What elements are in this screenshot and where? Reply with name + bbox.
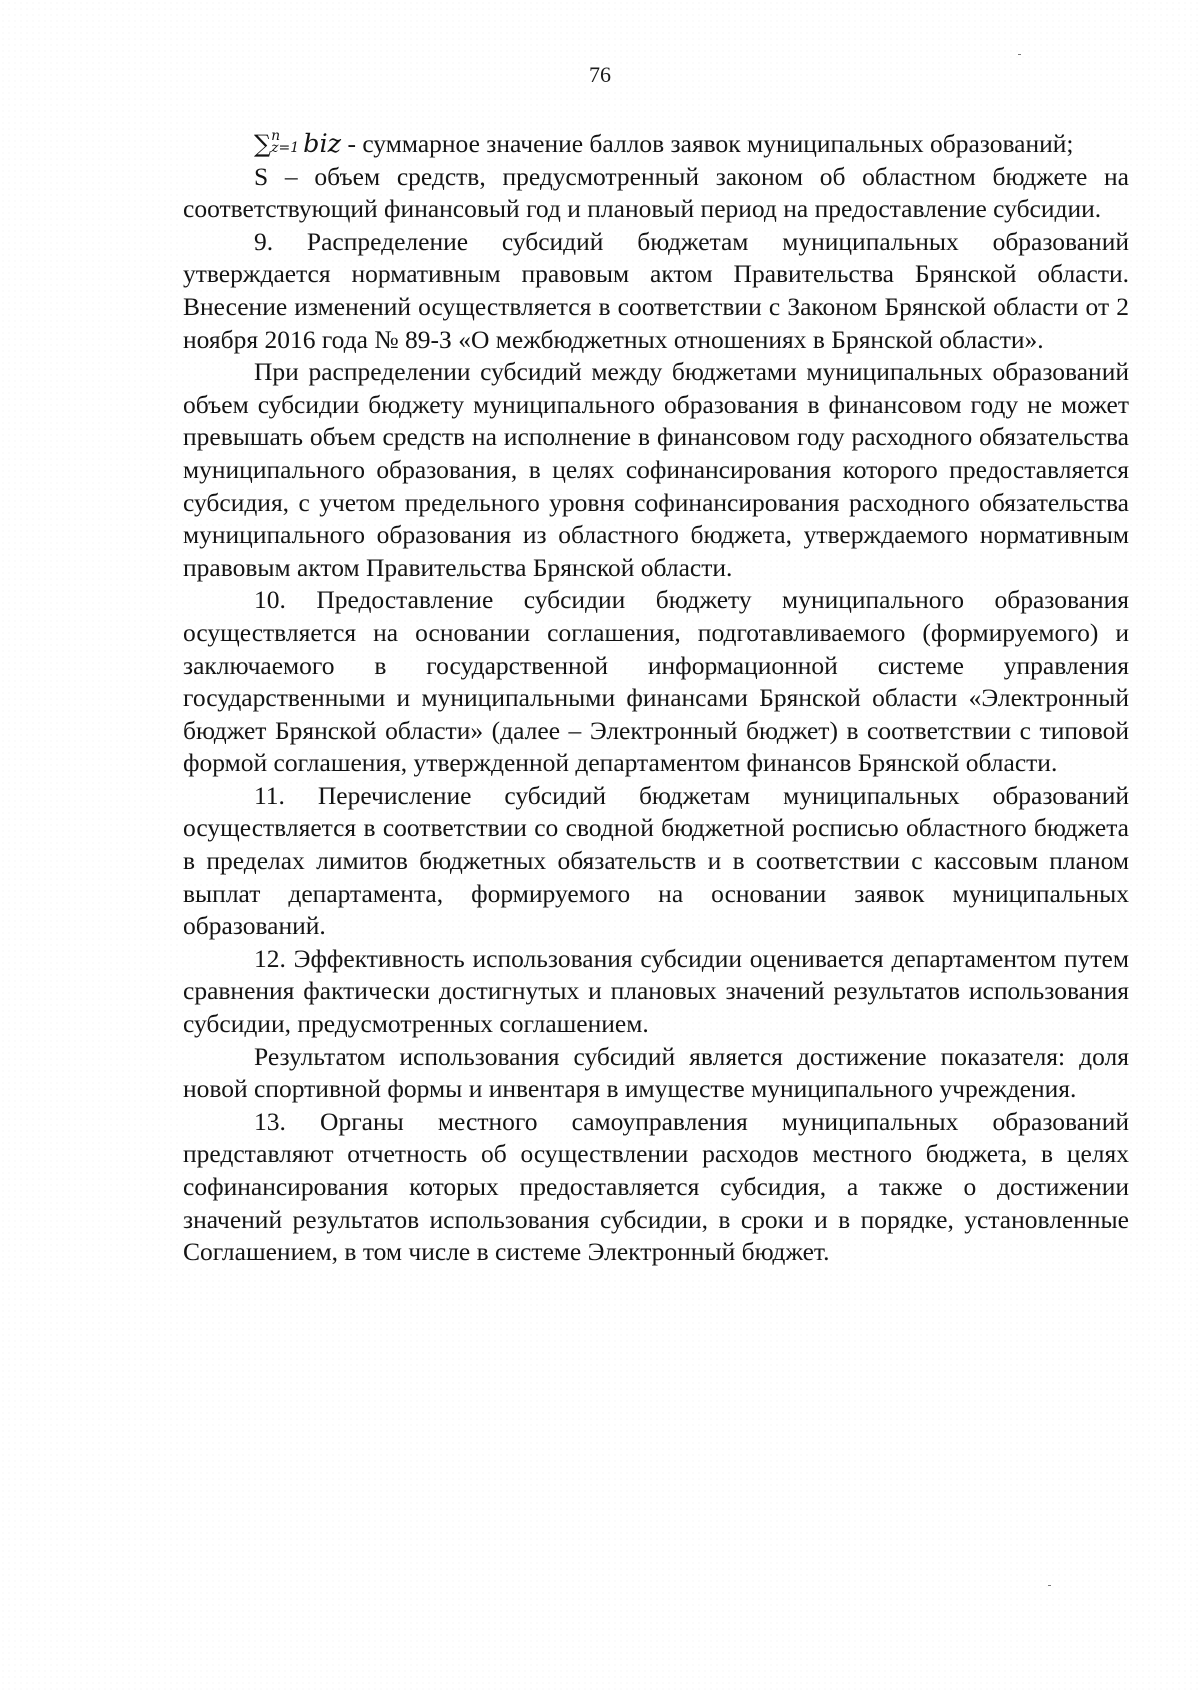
sum-limits <box>271 130 299 154</box>
formula-description: - суммарное значение баллов заявок муниципальных образований; <box>341 129 1074 158</box>
sum-variable: biz <box>303 129 342 159</box>
paragraph-result: Результатом использования субсидий является достижение показателя: доля новой спортивной формы и инвентаря в имуществе муниципального учреждения. <box>183 1041 1129 1104</box>
page-number: 76 <box>589 62 611 87</box>
paragraph-distribution: При распределении субсидий между бюджетами муниципальных образований объем субсидии бюджету муниципального образования в финансовом году не может превышать объем средств на исполнение в финансовом году расходного обязательства муниципального образования, в целях софинансирования которого предоставляется субсидия, с учетом предельного уровня софинансирования расходного обязательства муниципального образования из областного бюджета, утверждаемого нормативным правовым актом Правительства Брянской области. <box>183 357 1129 582</box>
sigma-symbol: ∑ <box>254 130 272 158</box>
formula-paragraph <box>183 128 1129 161</box>
paragraph-12: 12. Эффективность использования субсидии оценивается департаментом путем сравнения фактически достигнутых и плановых значений результатов использования субсидии, предусмотренных соглашением. <box>183 943 1129 1039</box>
paragraph-11: 11. Перечисление субсидий бюджетам муниципальных образований осуществляется в соответствии со сводной бюджетной росписью областного бюджета в пределах лимитов бюджетных обязательств и в соответствии с кассовым планом выплат департамента, формируемого на основании заявок муниципальных образований. <box>183 780 1129 941</box>
paragraph-9: 9. Распределение субсидий бюджетам муниципальных образований утверждается нормативным правовым актом Правительства Брянской области. Внесение изменений осуществляется в соответствии с Законом Брянской области от 2 ноября 2016 года № 89-З «О межбюджетных отношениях в Брянской области». <box>183 226 1129 354</box>
sum-lower-limit: z=1 <box>271 140 300 156</box>
sum-upper-limit: n <box>271 128 281 144</box>
document-body <box>183 128 1129 1269</box>
paragraph-10: 10. Предоставление субсидии бюджету муниципального образования осуществляется на основании соглашения, подготавливаемого (формируемого) и заключаемого в государственной информационной системе управления государственными и муниципальными финансами Брянской области «Электронный бюджет Брянской области» (далее – Электронный бюджет) в соответствии с типовой формой соглашения, утвержденной департаментом финансов Брянской области. <box>183 585 1129 778</box>
scan-speck <box>1048 1585 1051 1586</box>
scan-speck <box>1018 54 1021 55</box>
paragraph-s-definition: S – объем средств, предусмотренный законом об областном бюджете на соответствующий финансовый год и плановый период на предоставление субсидии. <box>183 161 1129 224</box>
sum-formula <box>254 128 341 161</box>
paragraph-13: 13. Органы местного самоуправления муниципальных образований представляют отчетность об осуществлении расходов местного бюджета, в целях софинансирования которых предоставляется субсидия, а также о достижении значений результатов использования субсидии, в сроки и в порядке, установленные Соглашением, в том числе в системе Электронный бюджет. <box>183 1106 1129 1267</box>
